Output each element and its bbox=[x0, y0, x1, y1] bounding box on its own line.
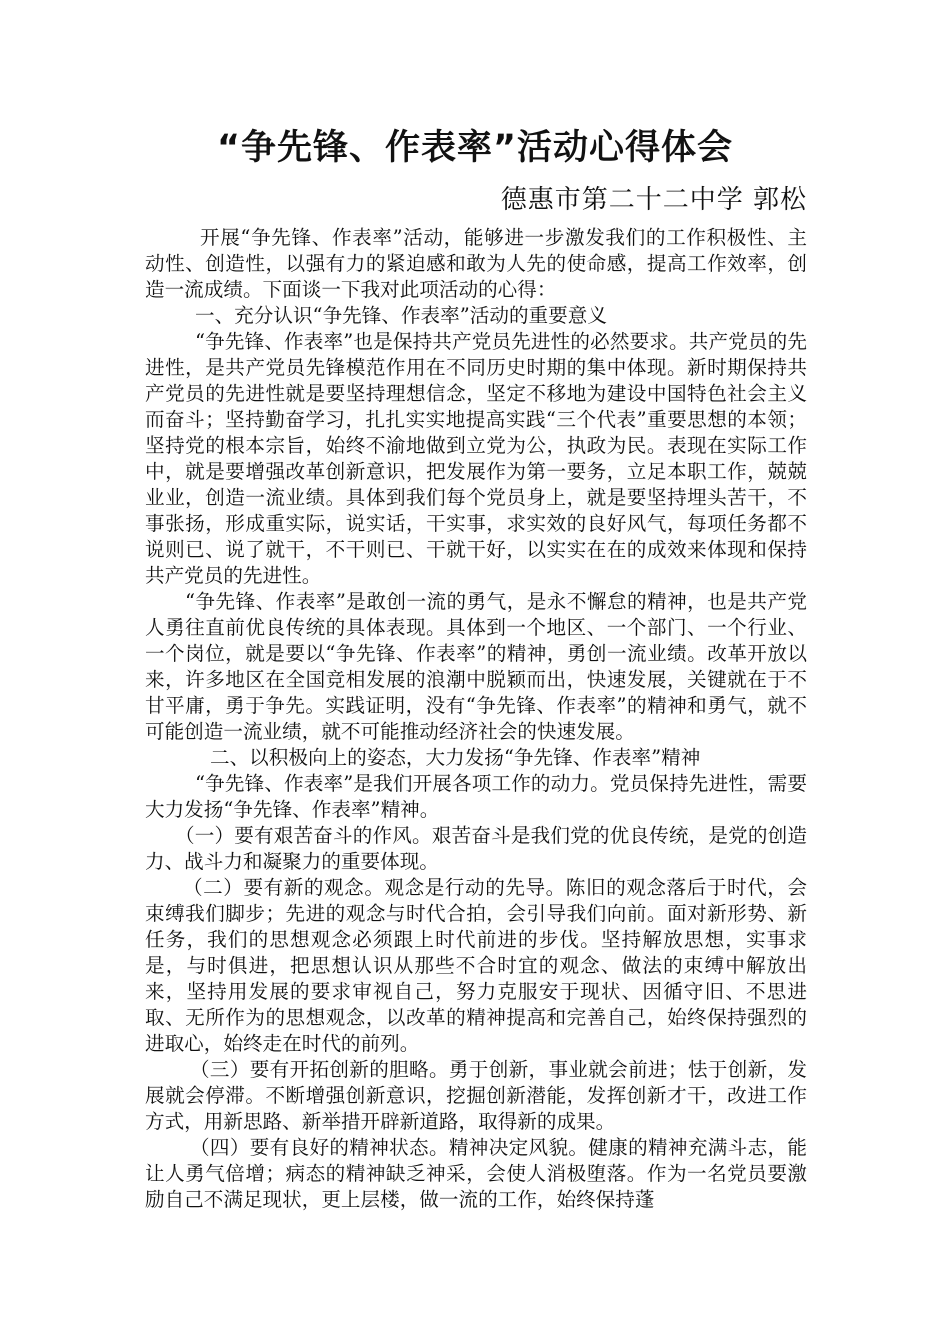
paragraph: “争先锋、作表率”也是保持共产党员先进性的必然要求。共产党员的先进性，是共产党员先锋模范作用在不同历史时期的集中体现。新时期保持共产党员的先进性就是要坚持理想信念，坚定不移地为建设中国特色社会主义而奋斗；坚持勤奋学习，扎扎实实地提高实践“三个代表”重要思想的本领；坚持党的根本宗旨，始终不渝地做到立党为公，执政为民。表现在实际工作中，就是要增强改革创新意识，把发展作为第一要务，立足本职工作，兢兢业业，创造一流业绩。具体到我们每个党员身上，就是要坚持埋头苦干，不事张扬，形成重实际，说实话，干实事，求实效的良好风气，每项任务都不说则已、说了就干，不干则已、干就干好，以实实在在的成效来体现和保持共产党员的先进性。 bbox=[145, 330, 807, 587]
paragraph-item-1: （一）要有艰苦奋斗的作风。艰苦奋斗是我们党的优良传统，是党的创造力、战斗力和凝聚力的重要体现。 bbox=[145, 824, 807, 873]
paragraph-item-4: （四）要有良好的精神状态。精神决定风貌。健康的精神充满斗志，能让人勇气倍增；病态的精神缺乏神采，会使人消极堕落。作为一名党员要激励自己不满足现状，更上层楼，做一流的工作，始终保持蓬 bbox=[145, 1136, 807, 1211]
paragraph-intro: 开展“争先锋、作表率”活动，能够进一步激发我们的工作积极性、主动性、创造性，以强有力的紧迫感和敢为人先的使命感，提高工作效率，创造一流成绩。下面谈一下我对此项活动的心得： bbox=[145, 226, 807, 301]
document-title: “争先锋、作表率”活动心得体会 bbox=[216, 128, 733, 168]
paragraph-item-2: （二）要有新的观念。观念是行动的先导。陈旧的观念落后于时代，会束缚我们脚步；先进的观念与时代合拍，会引导我们向前。面对新形势、新任务，我们的思想观念必须跟上时代前进的步伐。坚持解放思想，实事求是，与时俱进，把思想认识从那些不合时宜的观念、做法的束缚中解放出来，坚持用发展的要求审视自己，努力克服安于现状、因循守旧、不思进取、无所作为的思想观念，以改革的精神提高和完善自己，始终保持强烈的进取心，始终走在时代的前列。 bbox=[145, 876, 807, 1055]
document-body bbox=[145, 225, 807, 1213]
paragraph-item-3: （三）要有开拓创新的胆略。勇于创新，事业就会前进；怯于创新，发展就会停滞。不断增强创新意识，挖掘创新潜能，发挥创新才干，改进工作方式，用新思路、新举措开辟新道路，取得新的成果。 bbox=[145, 1058, 807, 1133]
paragraph: “争先锋、作表率”是敢创一流的勇气，是永不懈怠的精神，也是共产党人勇往直前优良传统的具体表现。具体到一个地区、一个部门、一个行业、一个岗位，就是要以“争先锋、作表率”的精神，勇创一流业绩。改革开放以来，许多地区在全国竞相发展的浪潮中脱颖而出，快速发展，关键就在于不甘平庸，勇于争先。实践证明，没有“争先锋、作表率”的精神和勇气，就不可能创造一流业绩，就不可能推动经济社会的快速发展。 bbox=[145, 590, 807, 743]
author-line: 德惠市第二十二中学 郭松 bbox=[500, 185, 807, 215]
section-heading-1: 一、充分认识“争先锋、作表率”活动的重要意义 bbox=[195, 304, 607, 327]
paragraph: “争先锋、作表率”是我们开展各项工作的动力。党员保持先进性，需要大力发扬“争先锋、作表率”精神。 bbox=[145, 772, 807, 821]
section-heading-2: 二、以积极向上的姿态，大力发扬“争先锋、作表率”精神 bbox=[210, 746, 701, 769]
